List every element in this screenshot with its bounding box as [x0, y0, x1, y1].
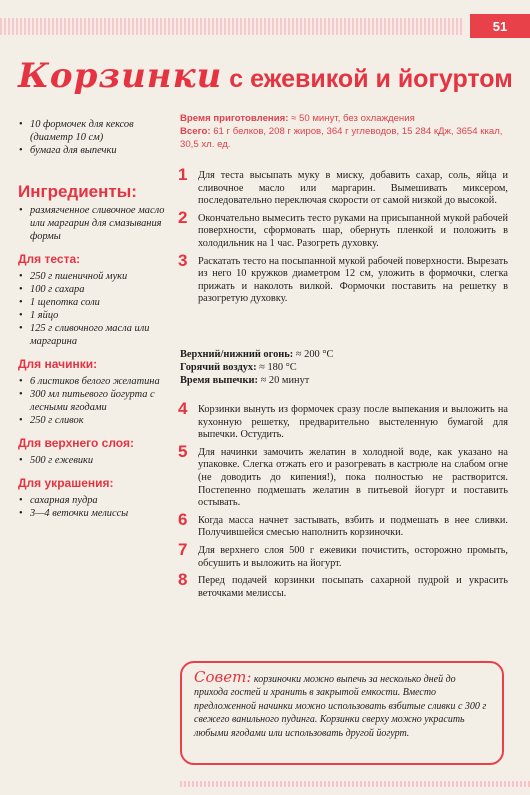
- dough-heading: Для теста:: [18, 252, 81, 266]
- nutrition-total: [180, 125, 510, 151]
- step-8: [178, 570, 508, 600]
- page-title: [18, 56, 513, 96]
- nutrition-label: Всего:: [180, 126, 211, 137]
- list-item: • 250 г сливок: [18, 414, 168, 427]
- filling-heading: Для начинки:: [18, 357, 98, 371]
- list-item: • сахарная пудра: [18, 494, 168, 507]
- header-stripe: [0, 18, 464, 35]
- top-layer-list: [18, 454, 168, 467]
- step-3: [178, 250, 508, 306]
- prep-time-value: ≈ 50 минут, без охлаждения: [288, 113, 415, 124]
- step-number: 1: [178, 165, 188, 184]
- list-item: • 300 мл питьевого йогурта с лесными ягодами: [18, 388, 168, 414]
- steps-block-2: [178, 399, 508, 605]
- step-number: 8: [178, 570, 188, 590]
- recipe-meta: [180, 112, 510, 151]
- baking-temperatures: [180, 348, 333, 387]
- ingredients-general-list: [18, 204, 168, 243]
- bake-time: [180, 374, 333, 387]
- hot-air-label: Горячий воздух:: [180, 362, 257, 373]
- decoration-list: [18, 494, 168, 520]
- step-text: Раскатать тесто на посыпанной мукой рабочей поверхности. Вырезать из него 10 кружков диаметром 12 см, уложить в формочки, слегка прижать и наколоть вилкой. Формочки поставить на решетку в разогретую духовку.: [198, 255, 508, 305]
- step-text: Корзинки вынуть из формочек сразу после выпекания и выложить на кухонную решетку, предварительно выстеленную бумагой для выпечки. Остудить.: [198, 404, 508, 441]
- step-text: Для верхнего слоя 500 г ежевики почистить, осторожно промыть, обсушить и выложить на йогурт.: [198, 544, 508, 569]
- title-plain: с ежевикой и йогуртом: [222, 65, 513, 93]
- list-item: • 500 г ежевики: [18, 454, 168, 467]
- filling-list: [18, 375, 168, 427]
- list-item: • 6 листиков белого желатина: [18, 375, 168, 388]
- hot-air-value: ≈ 180 °С: [256, 362, 297, 373]
- list-item: • размягченное сливочное масло или маргарин для смазывания формы: [18, 204, 168, 243]
- step-1: [178, 165, 508, 208]
- step-4: [178, 399, 508, 442]
- steps-block-1: [178, 165, 508, 311]
- step-number: 7: [178, 539, 188, 559]
- list-item: • 250 г пшеничной муки: [18, 270, 168, 283]
- step-text: Окончательно вымесить тесто руками на присыпанной мукой рабочей поверхности, сформовать шар, обернуть пленкой и положить в холодильник на 1 час. Разогреть духовку.: [198, 212, 508, 249]
- equipment-list: [18, 118, 168, 157]
- step-7: [178, 539, 508, 570]
- tip-label: Совет:: [194, 668, 252, 686]
- step-text: Для теста высыпать муку в миску, добавить сахар, соль, яйца и сливочное масло или маргарин. Вымешивать миксером, последовательно переключая скорости от самой низкой до высокой.: [198, 170, 508, 207]
- dough-list: [18, 270, 168, 348]
- nutrition-value: 61 г белков, 208 г жиров, 364 г углеводов, 15 284 кДж, 3654 ккал, 30,5 хл. ед.: [180, 126, 503, 150]
- list-item: • 100 г сахара: [18, 283, 168, 296]
- top-bottom-heat-label: Верхний/нижний огонь:: [180, 349, 294, 360]
- step-number: 5: [178, 441, 188, 461]
- prep-time: [180, 112, 510, 125]
- list-item: • бумага для выпечки: [18, 144, 168, 157]
- list-item: • 3—4 веточки мелиссы: [18, 507, 168, 520]
- page-number: 51: [470, 14, 530, 38]
- step-text: Когда масса начнет застывать, взбить и подмешать в нее сливки. Получившейся смесью наполнить корзиночки.: [198, 514, 508, 539]
- list-item: • 1 щепотка соли: [18, 296, 168, 309]
- top-layer-heading: Для верхнего слоя:: [18, 436, 134, 450]
- step-6: [178, 509, 508, 540]
- step-number: 2: [178, 207, 188, 227]
- ingredients-column: [18, 118, 168, 520]
- step-text: Для начинки замочить желатин в холодной воде, как указано на упаковке. Слегка отжать его и разогревать в кастрюле на слабом огне (не доводить до кипения!), пока полностью не растворится. Постепенно подмешать желатин в питьевой йогурт и поставить остывать.: [198, 446, 508, 509]
- step-5: [178, 441, 508, 510]
- top-bottom-heat: [180, 348, 333, 361]
- prep-time-label: Время приготовления:: [180, 113, 289, 124]
- footer-stripe: [180, 781, 530, 787]
- top-bottom-heat-value: ≈ 200 °С: [293, 349, 334, 360]
- list-item: • 125 г сливочного масла или маргарина: [18, 322, 168, 348]
- list-item: • 1 яйцо: [18, 309, 168, 322]
- bake-time-label: Время выпечки:: [180, 375, 258, 386]
- title-script: Корзинки: [18, 56, 223, 96]
- hot-air: [180, 361, 333, 374]
- tip-box: [180, 661, 504, 765]
- step-number: 4: [178, 399, 188, 418]
- decoration-heading: Для украшения:: [18, 476, 114, 490]
- bake-time-value: ≈ 20 минут: [257, 375, 310, 386]
- tip-text: корзиночки можно выпечь за несколько дней до прихода гостей и хранить в закрытой емкости. Вместо предложенной начинки можно использовать взбитые сливки с 300 г свежего ванильного пудинга. Корзинки сверху можно украсить любыми ягодами или использовать другой йогурт.: [194, 674, 487, 739]
- step-number: 3: [178, 250, 188, 270]
- ingredients-heading: Ингредиенты:: [18, 182, 137, 201]
- step-2: [178, 207, 508, 251]
- step-text: Перед подачей корзинки посыпать сахарной пудрой и украсить веточками мелиссы.: [198, 575, 508, 599]
- list-item: • 10 формочек для кексов (диаметр 10 см): [18, 118, 168, 144]
- step-number: 6: [178, 509, 188, 529]
